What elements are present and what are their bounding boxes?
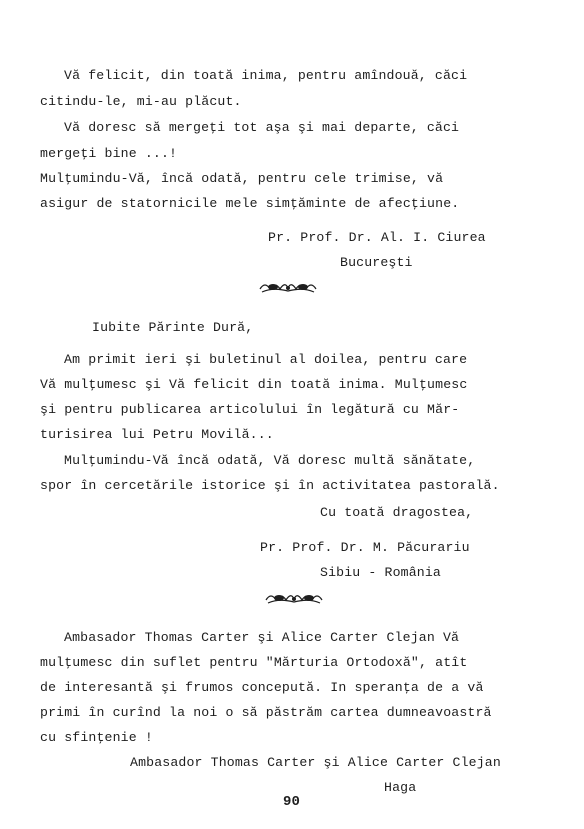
text-line: primi în curînd la noi o să păstrăm cartea dumneavoastră [40, 705, 492, 720]
closing: Cu toată dragostea, [320, 505, 474, 520]
text-line: Vă mulţumesc şi Vă felicit din toată inima. Mulţumesc [40, 377, 468, 392]
text-line: mulţumesc din suflet pentru "Mărturia Ortodoxă", atît [40, 655, 468, 670]
signature-name: Pr. Prof. Dr. Al. I. Ciurea [268, 230, 486, 245]
text-line: Am primit ieri şi buletinul al doilea, pentru care [64, 352, 468, 367]
text-line: cu sfinţenie ! [40, 730, 153, 745]
text-line: Ambasador Thomas Carter şi Alice Carter Clejan Vă [64, 630, 460, 645]
text-line: de interesantă şi frumos concepută. In speranţa de a vă [40, 680, 484, 695]
page-number: 90 [283, 794, 301, 810]
text-line: Mulţumindu-Vă încă odată, Vă doresc multă sănătate, [64, 453, 476, 468]
text-line: mergeţi bine ...! [40, 146, 178, 161]
text-line: Mulţumindu-Vă, încă odată, pentru cele trimise, vă [40, 171, 444, 186]
floral-divider-icon [264, 590, 324, 606]
signature-name: Pr. Prof. Dr. M. Păcurariu [260, 540, 470, 555]
salutation: Iubite Părinte Dură, [92, 320, 254, 335]
text-line: spor în cercetările istorice şi în activitatea pastorală. [40, 478, 500, 493]
text-line: citindu-le, mi-au plăcut. [40, 94, 242, 109]
text-line: şi pentru publicarea articolului în legătură cu Măr- [40, 402, 460, 417]
text-line: Vă felicit, din toată inima, pentru amîndouă, căci [64, 68, 468, 83]
signature-place: Sibiu - România [320, 565, 441, 580]
text-line: turisirea lui Petru Movilă... [40, 427, 274, 442]
floral-divider-icon [258, 279, 318, 295]
signature-place: Haga [384, 780, 417, 795]
signature-place: Bucureşti [340, 255, 413, 270]
text-line: asigur de statornicile mele simţăminte de afecţiune. [40, 196, 460, 211]
text-line: Vă doresc să mergeţi tot aşa şi mai departe, căci [64, 120, 460, 135]
signature-name: Ambasador Thomas Carter şi Alice Carter Clejan [130, 755, 501, 770]
